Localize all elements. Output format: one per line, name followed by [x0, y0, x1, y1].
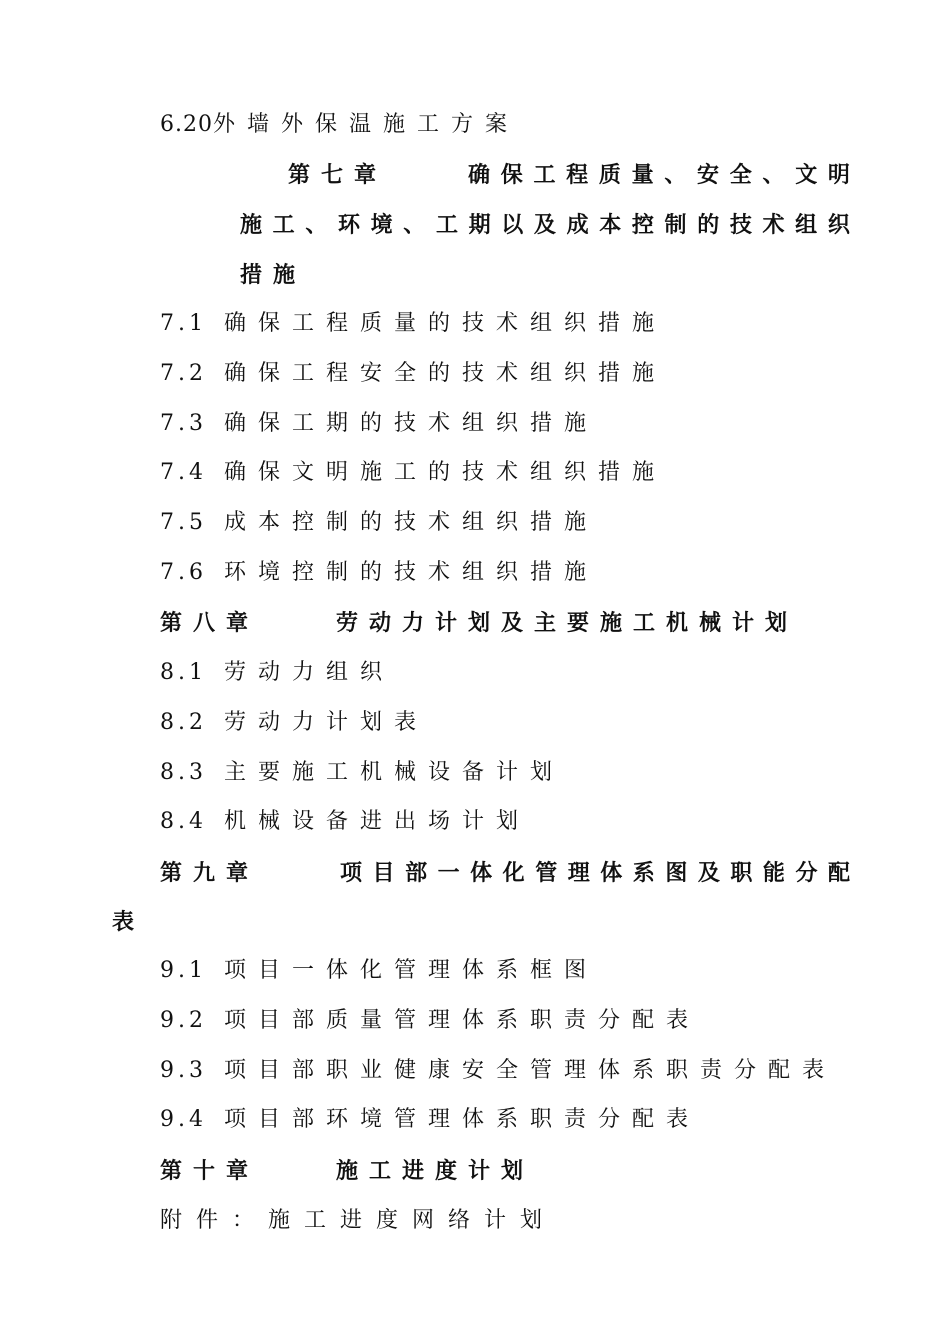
heading-char: 量: [631, 162, 654, 188]
chapter-7-title-line3: [240, 260, 306, 290]
heading-char: 控: [631, 212, 654, 238]
toc-item-text: 项目部质量管理体系职责分配表: [224, 1007, 701, 1033]
toc-item-number: 6.20: [160, 112, 213, 137]
heading-char: 环: [337, 212, 360, 238]
appendix-line: [160, 1206, 556, 1236]
toc-item-text: 项目一体化管理体系框图: [224, 958, 599, 983]
heading-char: 织: [827, 212, 850, 238]
toc-item-text: 确保文明施工的技术组织措施: [224, 460, 667, 486]
toc-item-8-2: [160, 708, 428, 738]
toc-item-text: 主要施工机械设备计划: [224, 759, 565, 785]
heading-char: 管: [535, 860, 558, 886]
toc-item-7-1: [160, 309, 666, 339]
toc-item-text: 项目部职业健康安全管理体系职责分配表: [224, 1057, 837, 1083]
toc-item-number: 7.2: [160, 360, 207, 386]
heading-char: 图: [665, 860, 688, 886]
heading-char: 分: [795, 860, 818, 886]
heading-char: 的: [697, 212, 720, 238]
heading-char: 全: [729, 162, 752, 188]
toc-item-number: 7.5: [160, 510, 207, 536]
heading-char: 目: [372, 860, 395, 886]
toc-item-number: 9.1: [160, 958, 207, 983]
toc-item-8-3: [160, 758, 564, 788]
toc-item-text: 劳动力计划表: [224, 709, 429, 735]
toc-item-text: 成本控制的技术组织措施: [224, 510, 599, 536]
heading-char: 体: [600, 860, 623, 886]
toc-item-6-20: [160, 110, 519, 140]
toc-item-7-6: [160, 558, 598, 588]
toc-item-7-4: [160, 458, 666, 488]
heading-char: 工: [435, 212, 458, 238]
heading-char: 能: [762, 860, 785, 886]
toc-item-9-1: [160, 956, 598, 986]
toc-item-text: 外墙外保温施工方案: [212, 112, 519, 137]
heading-char: 部: [405, 860, 428, 886]
chapter-7-label: [288, 160, 387, 190]
heading-char: 确: [468, 162, 491, 188]
heading-char: 化: [502, 860, 525, 886]
chapter-8-heading: [160, 608, 259, 638]
toc-item-number: 8.4: [160, 809, 207, 835]
heading-char: 明: [827, 162, 850, 188]
toc-item-text: 机械设备进出场计划: [224, 809, 531, 835]
heading-char: 工: [533, 162, 556, 188]
heading-char: 制: [664, 212, 687, 238]
chapter-title-text: 施工进度计划: [336, 1158, 535, 1184]
heading-char: 、: [664, 162, 687, 188]
heading-char: 保: [500, 162, 523, 188]
heading-char: 施: [240, 212, 263, 238]
heading-char: 体: [470, 860, 493, 886]
toc-item-9-4: [160, 1105, 700, 1135]
heading-char: 程: [566, 162, 589, 188]
chapter-label: 第八章: [160, 610, 260, 636]
toc-item-8-1: [160, 658, 394, 688]
toc-item-number: 7.1: [160, 311, 207, 336]
chapter-7-title-line1: [468, 160, 850, 190]
toc-item-number: 7.4: [160, 460, 207, 486]
heading-char: 配: [827, 860, 850, 886]
heading-char: 组: [795, 212, 818, 238]
chapter-label: 第十章: [160, 1158, 260, 1184]
toc-item-text: 确保工程安全的技术组织措施: [224, 360, 667, 386]
heading-char: 术: [762, 212, 785, 238]
chapter-label: 第七章: [288, 162, 388, 188]
heading-char: 理: [567, 860, 590, 886]
toc-item-9-2: [160, 1006, 700, 1036]
heading-char: 及: [697, 860, 720, 886]
toc-item-number: 8.1: [160, 660, 207, 685]
toc-item-9-3: [160, 1056, 836, 1086]
toc-item-7-3: [160, 409, 598, 439]
toc-item-text: 环境控制的技术组织措施: [224, 560, 599, 585]
heading-char: 安: [697, 162, 720, 188]
heading-char: 境: [370, 212, 393, 238]
heading-char: 项: [340, 860, 363, 886]
heading-char: 一: [437, 860, 460, 886]
toc-item-number: 9.2: [160, 1007, 207, 1033]
chapter-title-text: 劳动力计划及主要施工机械计划: [336, 610, 799, 636]
chapter-label: 第九章: [160, 860, 260, 886]
chapter-10-title: [336, 1156, 534, 1186]
heading-char: 、: [762, 162, 785, 188]
toc-item-7-2: [160, 359, 666, 389]
toc-item-text: 确保工程质量的技术组织措施: [224, 311, 667, 336]
heading-char: 本: [599, 212, 622, 238]
heading-char: 、: [305, 212, 328, 238]
chapter-7-title-line2: [240, 210, 850, 240]
heading-char: 质: [598, 162, 621, 188]
toc-item-number: 7.6: [160, 560, 207, 585]
toc-item-number: 9.3: [160, 1057, 207, 1083]
chapter-9-title-line1: [340, 858, 850, 888]
heading-char: 技: [729, 212, 752, 238]
heading-char: 及: [533, 212, 556, 238]
toc-item-7-5: [160, 508, 598, 538]
chapter-9-label: [160, 858, 259, 888]
toc-item-number: 9.4: [160, 1107, 207, 1133]
toc-item-text: 确保工期的技术组织措施: [224, 410, 599, 436]
heading-char: 职: [730, 860, 753, 886]
appendix-text: 附件：施工进度网络计划: [160, 1208, 557, 1233]
toc-item-text: 劳动力组织: [224, 660, 395, 685]
chapter-title-text: 措施: [240, 262, 307, 288]
chapter-title-text: 表: [112, 909, 135, 935]
heading-char: 成: [566, 212, 589, 238]
heading-char: 期: [468, 212, 491, 238]
chapter-10-heading: [160, 1156, 259, 1186]
heading-char: 系: [632, 860, 655, 886]
chapter-9-title-line2: [112, 907, 134, 937]
toc-item-text: 项目部环境管理体系职责分配表: [224, 1107, 701, 1133]
toc-item-number: 7.3: [160, 410, 207, 436]
chapter-8-title: [336, 608, 798, 638]
toc-item-number: 8.2: [160, 709, 207, 735]
toc-item-8-4: [160, 807, 530, 837]
toc-item-number: 8.3: [160, 759, 207, 785]
heading-char: 工: [272, 212, 295, 238]
heading-char: 以: [501, 212, 524, 238]
heading-char: 文: [795, 162, 818, 188]
heading-char: 、: [403, 212, 426, 238]
